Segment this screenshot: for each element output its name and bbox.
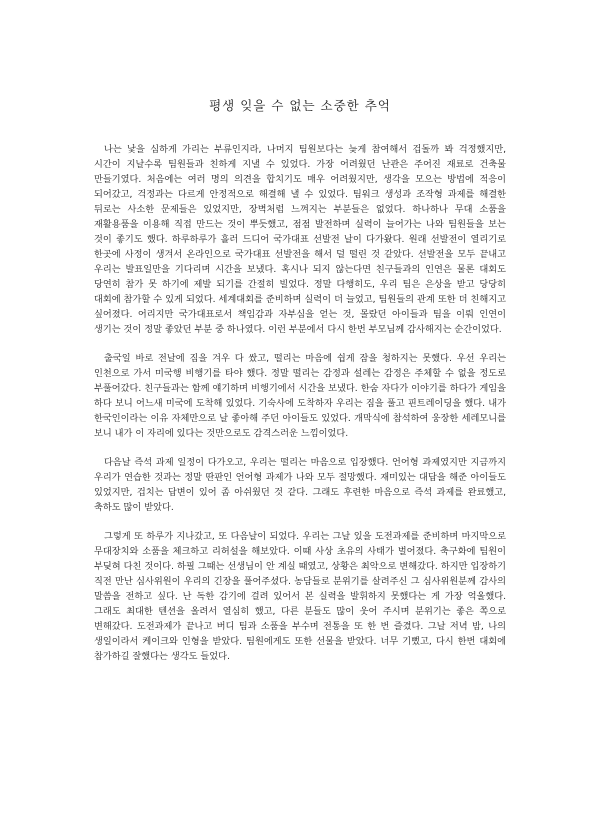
paragraph: 출국일 바로 전날에 짐을 겨우 다 쌌고, 떨리는 마음에 쉽게 잠을 청하지는 못했다. 우선 우리는 인천으로 가서 미국행 비행기를 타야 했다. 정말 떨리는 감정과 설레는 감정은 주체할 수 없을 정도로 부풀어갔다. 친구들과는 함께 얘기하며 비행기에서 시간을 보냈다. 한숨 자다가 이야기를 하다가 게임을 하다 보니 어느새 미국에 도착해 있었다. 기숙사에 도착하자 우리는 짐을 풀고 핀트레이딩을 했다. 내가 한국인이라는 이유 자체만으로 날 좋아해 주던 아이들도 있었다. 개막식에 참석하여 웅장한 세레모니를 보니 내가 이 자리에 있다는 것만으로도 감격스러운 느낌이었다. [94, 353, 506, 439]
paragraph: 그렇게 또 하루가 지나갔고, 또 다음날이 되었다. 우리는 그날 있을 도전과제를 준비하며 마지막으로 무대장치와 소품을 체크하고 리허설을 해보았다. 이때 사상 초유의 사태가 벌어졌다. 축구화에 팀원이 부딪혀 다친 것이다. 하필 그때는 선생님이 안 계실 때였고, 상황은 최악으로 변해갔다. 하지만 입장하기 직전 만난 심사위원이 우리의 긴장을 풀어주셨다. 농담들로 분위기를 살려주신 그 심사위원분께 감사의 말씀을 전하고 싶다. 난 독한 감기에 걸려 있어서 본 실력을 발휘하지 못했다는 게 가장 억울했다. 그래도 최대한 텐션을 올려서 열심히 했고, 다른 분들도 많이 웃어 주시며 분위기는 좋은 쪽으로 변해갔다. 도전과제가 끝나고 버디 팀과 소품을 부수며 전통을 또 한 번 즐겼다. 그날 저녁 밤, 나의 생일이라서 케이크와 인형을 받았다. 팀원에게도 또한 선물을 받았다. 너무 기뻤고, 다시 한번 대회에 참가하길 잘했다는 생각도 들었다. [94, 531, 506, 662]
paragraph: 나는 낯을 심하게 가리는 부류인지라, 나머지 팀원보다는 늦게 참여해서 겁돌까 봐 걱정했지만, 시간이 지날수록 팀원들과 친하게 지낼 수 있었다. 가장 어려웠던 난관은 주어진 재료로 건축물 만들기였다. 처음에는 여러 명의 의견을 합치기도 매우 어려웠지만, 생각을 모으는 방법에 적응이 되어갔고, 걱정과는 다르게 안정적으로 해결해 낼 수 있었다. 팀워크 생성과 조작형 과제를 해결한 뒤로는 사소한 문제들은 있었지만, 장벽처럼 느껴지는 부분들은 없었다. 하나하나 무대 소품을 재활용품을 이용해 직접 만드는 것이 뿌듯했고, 점점 발전하며 실력이 늘어가는 나와 팀원들을 보는 것이 좋기도 했다. 하루하루가 흘러 드디어 국가대표 선발전 날이 다가왔다. 원래 선발전이 열리기로 한곳에 사정이 생겨서 온라인으로 국가대표 선발전을 해서 덜 떨린 것 같았다. 선발전을 모두 끝내고 우리는 발표일만을 기다리며 시간을 보냈다. 혹시나 되지 않는다면 친구들과의 인연은 물론 대회도 당연히 참가 못 하기에 제발 되기를 간절히 빌었다. 정말 다행히도, 우리 팀은 은상을 받고 당당히 대회에 참가할 수 있게 되었다. 세계대회를 준비하며 실력이 더 늘었고, 팀원들의 관계 또한 더 친해지고 싶어졌다. 어리지만 국가대표로서 책임감과 자부심을 얻는 것, 몰랐던 아이들과 팀을 이뤄 인연이 생기는 것이 정말 좋았던 부분 중 하나였다. 이런 부분에서 다시 한번 부모님께 감사해지는 순간이었다. [94, 144, 506, 335]
document-title: 평생 잊을 수 없는 소중한 추억 [209, 98, 391, 113]
paragraph: 다음날 즉석 과제 일정이 다가오고, 우리는 떨리는 마음으로 입장했다. 언어형 과제였지만 지금까지 우리가 연습한 것과는 정말 딴판인 언어형 과제가 나와 모두 절망했다. 재미있는 대답을 해준 아이들도 있었지만, 겁치는 답변이 있어 좀 아쉬웠던 것 같다. 그래도 후련한 마음으로 즉석 과제를 완료했고, 축하도 많이 받았다. [94, 457, 506, 513]
